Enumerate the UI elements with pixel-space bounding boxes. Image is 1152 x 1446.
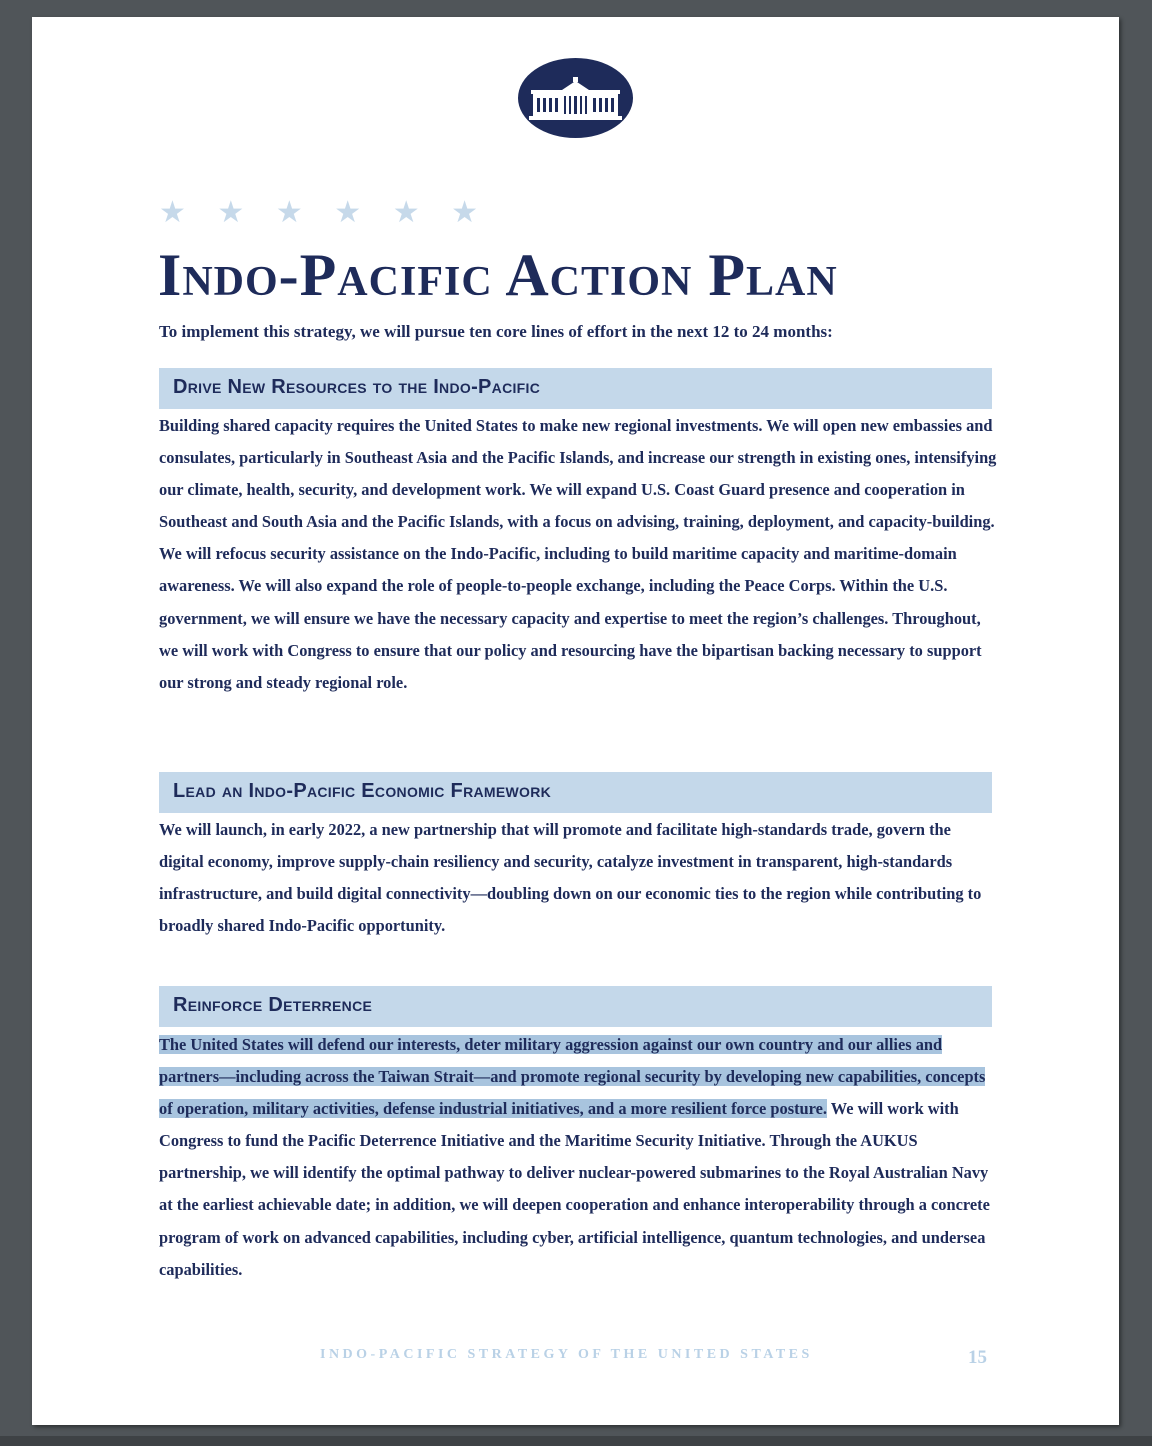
section-heading-economic-framework: Lead an Indo-Pacific Economic Framework xyxy=(159,772,992,813)
white-house-seal-icon xyxy=(518,58,633,138)
decorative-stars-icon: ★ ★ ★ ★ ★ ★ xyxy=(159,195,490,230)
selected-text-highlight[interactable]: The United States will defend our interests, deter military aggression against our own country and our allies and partners—including across the Taiwan Strait—and promote regional security by developing new capabilities, concepts of operation, military activities, defense industrial initiatives, and a more resilient force posture. xyxy=(159,1035,986,1119)
section-heading-drive-new-resources: Drive New Resources to the Indo-Pacific xyxy=(159,368,992,409)
section-body-economic-framework: We will launch, in early 2022, a new partnership that will promote and facilitate high-standards trade, govern the digital economy, improve supply-chain resiliency and security, catalyze investment in transparent, high-standards infrastructure, and build digital connectivity—doubling down on our economic ties to the region while contributing to broadly shared Indo-Pacific opportunity. xyxy=(159,820,982,936)
running-footer-title: INDO-PACIFIC STRATEGY OF THE UNITED STATES xyxy=(320,1347,813,1362)
next-page-edge xyxy=(0,1436,1152,1446)
section-body-reinforce-deterrence[interactable] xyxy=(159,1029,999,1286)
page-title: Indo-Pacific Action Plan xyxy=(158,242,838,308)
section-body-drive-new-resources: Building shared capacity requires the United States to make new regional investments. We will open new embassies and consulates, particularly in Southeast Asia and the Pacific Islands, and increase our strength in existing ones, intensifying our climate, health, security, and development work. We will expand U.S. Coast Guard presence and cooperation in Southeast and South Asia and the Pacific Islands, with a focus on advising, training, deployment, and capacity-building. We will refocus security assistance on the Indo-Pacific, including to build maritime capacity and maritime-domain awareness. We will also expand the role of people-to-people exchange, including the Peace Corps. Within the U.S. government, we will ensure we have the necessary capacity and expertise to meet the region’s challenges. Throughout, we will work with Congress to ensure that our policy and resourcing have the bipartisan backing necessary to support our strong and steady regional role. xyxy=(159,416,997,692)
section-heading-reinforce-deterrence: Reinforce Deterrence xyxy=(159,986,992,1027)
section-body-rest: We will work with Congress to fund the Pacific Deterrence Initiative and the Maritime Security Initiative. Through the AUKUS partnership, we will identify the optimal pathway to deliver nuclear-powered submarines to the Royal Australian Navy at the earliest achievable date; in addition, we will deepen cooperation and enhance interoperability through a concrete program of work on advanced capabilities, including cyber, artificial intelligence, quantum technologies, and undersea capabilities. xyxy=(159,1099,990,1279)
page-number: 15 xyxy=(968,1347,987,1368)
document-page xyxy=(32,17,1119,1425)
intro-paragraph: To implement this strategy, we will pursue ten core lines of effort in the next 12 to 24 months: xyxy=(159,322,833,341)
